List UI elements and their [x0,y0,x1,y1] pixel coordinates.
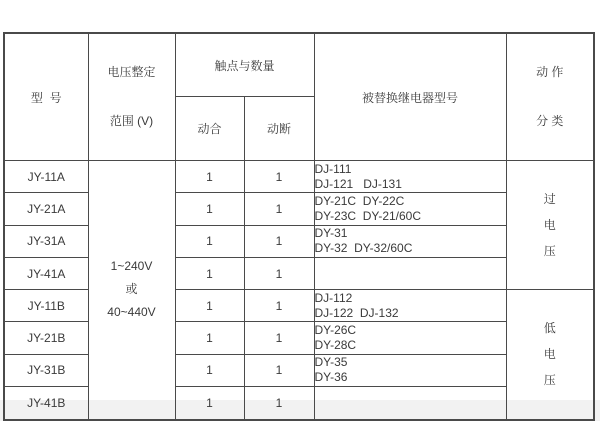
replaced-models-cell [314,387,506,420]
model-cell: JY-41B [4,387,88,420]
normally-open-count-cell: 1 [175,290,244,322]
model-cell: JY-21B [4,322,88,354]
voltage-header-line: 电压整定 [107,65,156,79]
model-cell: JY-31B [4,354,88,386]
replaced-models-cell [314,322,506,354]
replaced-model-line [315,274,506,289]
action-class-char: 压 [543,373,556,388]
replaced-models-cell [314,290,506,322]
replaced-model-line: DJ-121 DJ-131 [314,176,402,191]
model-cell: JY-21A [4,193,88,225]
voltage-range-line: 或 [125,282,138,297]
voltage-header-line: 范围 (V) [109,114,154,128]
action-class-char: 过 [543,192,556,207]
action-header-line: 动 作 [536,65,564,79]
voltage-range-line: 1~240V [110,259,153,274]
normally-closed-count-cell: 1 [244,322,314,354]
normally-open-count-cell: 1 [175,322,244,354]
normally-closed-count-cell: 1 [244,257,314,289]
replaced-model-line: DY-31 [314,226,348,241]
voltage-range-line: 40~440V [107,305,156,320]
relay-spec-table [3,32,595,421]
normally-closed-count-cell: 1 [244,354,314,386]
replaced-model-line: DY-35 [314,355,348,370]
voltage-range-cell [88,161,175,420]
table-row [4,161,594,193]
replaced-model-line: DJ-112 [314,290,353,305]
normally-closed-subheader: 动断 [244,97,314,161]
action-header-line: 分 类 [536,114,564,128]
normally-open-subheader: 动合 [175,97,244,161]
replaced-model-line [315,259,506,274]
replaced-model-line: DY-21C DY-22C [314,193,405,208]
replaced-model-line: DY-26C [314,323,357,338]
contacts-column-header: 触点与数量 [175,33,314,97]
voltage-column-header [88,33,175,161]
normally-open-count-cell: 1 [175,161,244,193]
normally-closed-count-cell: 1 [244,290,314,322]
action-class-char: 低 [543,321,556,336]
action-class-char: 电 [543,218,556,233]
replaced-model-line: DJ-122 DJ-132 [314,305,399,320]
normally-open-count-cell: 1 [175,354,244,386]
replaced-model-line: DY-36 [314,370,348,385]
normally-closed-count-cell: 1 [244,161,314,193]
normally-closed-count-cell: 1 [244,225,314,257]
model-cell: JY-11A [4,161,88,193]
model-column-header: 型 号 [4,33,88,161]
action-column-header [506,33,594,161]
action-class-cell-overvoltage [506,161,594,290]
model-cell: JY-41A [4,257,88,289]
replaced-model-line: DJ-111 [314,161,352,176]
model-cell: JY-11B [4,290,88,322]
action-class-char: 电 [543,347,556,362]
header-row-1 [4,33,594,97]
replaced-models-cell [314,193,506,225]
normally-closed-count-cell: 1 [244,387,314,420]
replaced-model-line: DY-32 DY-32/60C [314,241,413,256]
replaced-model-line: DY-28C [314,338,357,353]
replaced-model-line [315,403,506,418]
normally-open-count-cell: 1 [175,387,244,420]
replaced-models-cell [314,257,506,289]
normally-open-count-cell: 1 [175,257,244,289]
action-class-char: 压 [543,244,556,259]
replaced-models-cell [314,354,506,386]
replaced-model-line [315,388,506,403]
replaced-column-header: 被替换继电器型号 [314,33,506,161]
normally-open-count-cell: 1 [175,225,244,257]
replaced-model-line: DY-23C DY-21/60C [314,208,422,223]
replaced-models-cell [314,225,506,257]
model-cell: JY-31A [4,225,88,257]
normally-closed-count-cell: 1 [244,193,314,225]
replaced-models-cell [314,161,506,193]
normally-open-count-cell: 1 [175,193,244,225]
action-class-cell-undervoltage [506,290,594,420]
